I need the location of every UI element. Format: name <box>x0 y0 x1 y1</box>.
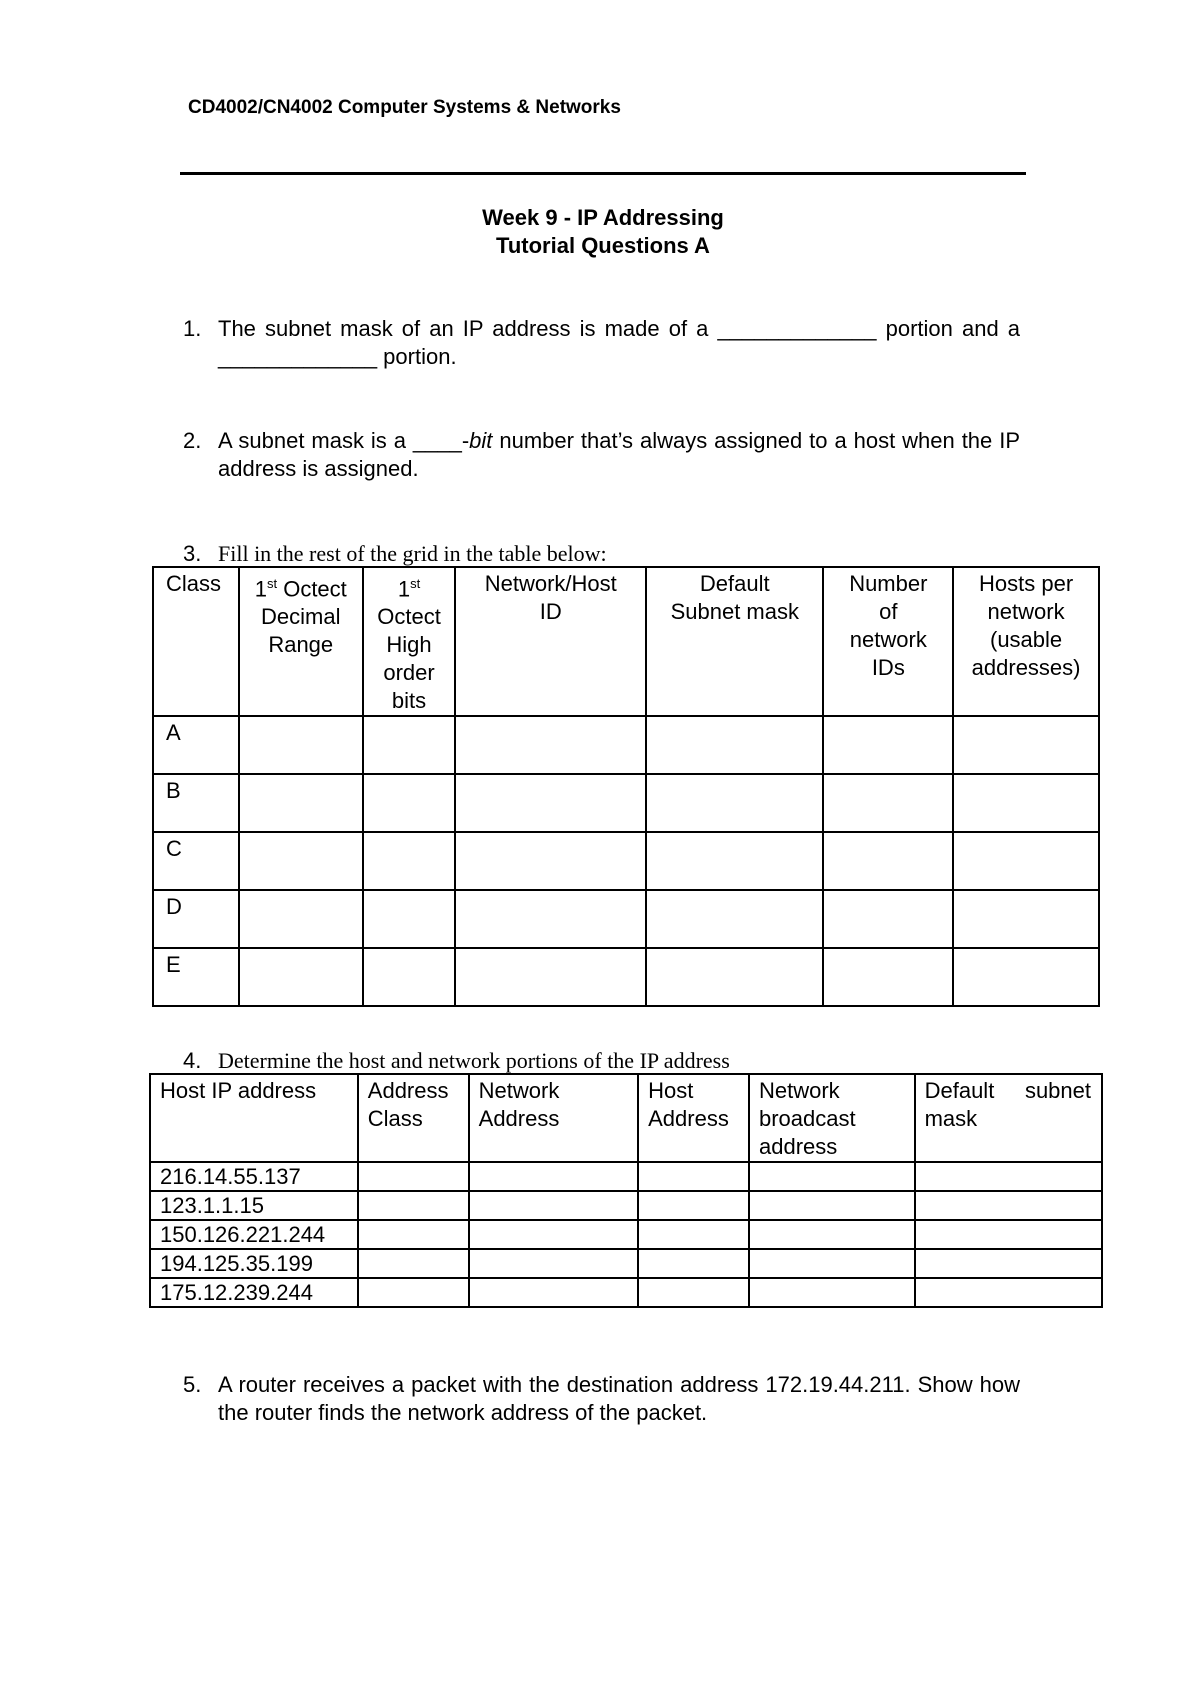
answer-cell[interactable] <box>749 1191 915 1220</box>
question-text <box>218 427 1020 483</box>
answer-cell[interactable] <box>749 1220 915 1249</box>
header-text: Network <box>758 1078 840 1103</box>
header-text: Range <box>268 632 334 658</box>
host-ip-cell: 194.125.35.199 <box>150 1249 358 1278</box>
answer-cell[interactable] <box>455 774 646 832</box>
header-text: ID <box>539 599 562 624</box>
header-text: Address <box>367 1078 449 1103</box>
question-1 <box>183 315 1023 375</box>
host-ip-cell: 150.126.221.244 <box>150 1220 358 1249</box>
answer-cell[interactable] <box>646 832 823 890</box>
header-text: addresses) <box>971 655 1081 680</box>
answer-cell[interactable] <box>638 1191 749 1220</box>
header-network-host-id <box>455 567 646 716</box>
header-text: address <box>758 1134 838 1159</box>
answer-cell[interactable] <box>646 716 823 774</box>
header-text: Hosts per <box>979 571 1074 596</box>
answer-cell[interactable] <box>823 832 953 890</box>
header-text: Network/Host <box>484 571 617 596</box>
question-number: 5. <box>183 1372 202 1397</box>
answer-cell[interactable] <box>638 1162 749 1191</box>
answer-cell[interactable] <box>823 716 953 774</box>
answer-cell[interactable] <box>953 948 1099 1006</box>
ip-address-table <box>149 1073 1103 1308</box>
answer-cell[interactable] <box>749 1249 915 1278</box>
question-3 <box>183 540 1023 568</box>
table-row <box>153 774 1099 832</box>
header-number-of-network-ids <box>823 567 953 716</box>
class-label: C <box>153 832 239 890</box>
header-text: (usable <box>990 627 1063 652</box>
table-header-row <box>153 567 1099 716</box>
question-number: 1. <box>183 316 202 341</box>
week-title: Week 9 - IP Addressing <box>482 205 724 230</box>
superscript: st <box>410 576 421 591</box>
header-text: IDs <box>871 655 905 680</box>
answer-cell[interactable] <box>638 1278 749 1307</box>
header-class: Class <box>153 567 239 716</box>
table-row <box>150 1191 1102 1220</box>
answer-cell[interactable] <box>749 1278 915 1307</box>
header-text: Network <box>478 1078 560 1103</box>
header-text: High <box>386 632 432 658</box>
question-number: 2. <box>183 428 202 453</box>
table-row <box>153 716 1099 774</box>
header-text: network <box>849 627 927 652</box>
table-row <box>153 890 1099 948</box>
answer-cell[interactable] <box>915 1220 1102 1249</box>
table-row <box>153 948 1099 1006</box>
answer-cell[interactable] <box>953 832 1099 890</box>
table-row <box>150 1249 1102 1278</box>
course-header: CD4002/CN4002 Computer Systems & Networks <box>188 97 621 118</box>
header-host-address <box>638 1074 749 1162</box>
answer-cell[interactable] <box>358 1220 469 1249</box>
table-row <box>150 1162 1102 1191</box>
answer-cell[interactable] <box>638 1220 749 1249</box>
host-ip-cell: 216.14.55.137 <box>150 1162 358 1191</box>
header-text: network <box>987 599 1065 624</box>
header-high-order-bits: 1st Octect High order bits <box>363 567 456 716</box>
answer-cell[interactable] <box>239 774 363 832</box>
question-2 <box>183 427 1023 487</box>
superscript: st <box>266 576 278 591</box>
ip-class-grid-table <box>152 566 1100 1007</box>
header-broadcast-address <box>749 1074 915 1162</box>
answer-cell[interactable] <box>823 890 953 948</box>
answer-cell[interactable] <box>953 890 1099 948</box>
host-ip-cell: 123.1.1.15 <box>150 1191 358 1220</box>
header-network-address <box>469 1074 638 1162</box>
table-row <box>153 832 1099 890</box>
header-text: Address <box>648 1106 729 1131</box>
answer-cell[interactable] <box>363 774 456 832</box>
answer-cell[interactable] <box>358 1162 469 1191</box>
header-text: Host <box>648 1078 694 1103</box>
question-number: 4. <box>183 1048 202 1073</box>
header-text: bits <box>391 688 427 714</box>
answer-cell[interactable] <box>915 1278 1102 1307</box>
header-address-class <box>358 1074 469 1162</box>
question-text: Fill in the rest of the grid in the table below: <box>218 541 607 566</box>
answer-cell[interactable] <box>363 716 456 774</box>
question-text-end: number that’s always assigned to a host when the IP address is assigned. <box>218 428 1020 481</box>
answer-cell[interactable] <box>239 948 363 1006</box>
answer-cell[interactable] <box>363 832 456 890</box>
answer-cell[interactable] <box>915 1249 1102 1278</box>
answer-cell[interactable] <box>915 1191 1102 1220</box>
answer-cell[interactable] <box>239 832 363 890</box>
class-label: A <box>153 716 239 774</box>
answer-cell[interactable] <box>638 1249 749 1278</box>
question-text: The subnet mask of an IP address is made of a _____________ portion and a _____________ portion. <box>218 316 1020 369</box>
header-text: Subnet mask <box>670 599 799 624</box>
header-text: Number <box>849 571 928 596</box>
answer-cell[interactable] <box>823 948 953 1006</box>
answer-cell[interactable] <box>358 1191 469 1220</box>
answer-cell[interactable] <box>455 890 646 948</box>
answer-cell[interactable] <box>363 890 456 948</box>
answer-cell[interactable] <box>646 890 823 948</box>
answer-cell[interactable] <box>749 1162 915 1191</box>
header-text: broadcast <box>758 1106 856 1131</box>
answer-cell[interactable] <box>363 948 456 1006</box>
answer-cell[interactable] <box>455 948 646 1006</box>
header-text: Default subnet <box>924 1078 1091 1103</box>
class-label: E <box>153 948 239 1006</box>
answer-cell[interactable] <box>646 948 823 1006</box>
question-text-start: A subnet mask is a ____- <box>218 428 470 453</box>
question-text: Determine the host and network portions of the IP address <box>218 1048 730 1073</box>
tutorial-subtitle: Tutorial Questions A <box>496 233 710 258</box>
answer-cell[interactable] <box>455 832 646 890</box>
table-header-row <box>150 1074 1102 1162</box>
header-text: Decimal <box>261 604 341 630</box>
header-text: mask <box>924 1106 978 1131</box>
header-default-subnet-mask <box>915 1074 1102 1162</box>
document-title <box>180 204 1026 260</box>
answer-cell[interactable] <box>469 1249 638 1278</box>
header-text: Address <box>478 1106 560 1131</box>
answer-cell[interactable] <box>469 1162 638 1191</box>
question-text-italic: bit <box>469 428 493 453</box>
question-text: A router receives a packet with the destination address 172.19.44.211. Show how the router finds the network address of the packet. <box>218 1372 1020 1425</box>
answer-cell[interactable] <box>455 716 646 774</box>
header-text: Class <box>367 1106 423 1131</box>
question-5 <box>183 1371 1023 1431</box>
header-text: of <box>879 599 898 624</box>
answer-cell[interactable] <box>823 774 953 832</box>
answer-cell[interactable] <box>469 1191 638 1220</box>
header-octet-range: 1st Octect Decimal Range <box>239 567 363 716</box>
answer-cell[interactable] <box>358 1278 469 1307</box>
answer-cell[interactable] <box>469 1278 638 1307</box>
header-text: Octect <box>377 604 441 630</box>
answer-cell[interactable] <box>239 890 363 948</box>
answer-cell[interactable] <box>239 716 363 774</box>
header-text: order <box>383 660 435 686</box>
header-hosts-per-network <box>953 567 1099 716</box>
answer-cell[interactable] <box>358 1249 469 1278</box>
answer-cell[interactable] <box>469 1220 638 1249</box>
header-text: Octect <box>277 576 347 602</box>
header-text: Default <box>699 571 770 596</box>
table-row <box>150 1278 1102 1307</box>
answer-cell[interactable] <box>953 716 1099 774</box>
table-row <box>150 1220 1102 1249</box>
header-default-subnet-mask <box>646 567 823 716</box>
answer-cell[interactable] <box>646 774 823 832</box>
header-host-ip: Host IP address <box>150 1074 358 1162</box>
answer-cell[interactable] <box>953 774 1099 832</box>
class-label: D <box>153 890 239 948</box>
host-ip-cell: 175.12.239.244 <box>150 1278 358 1307</box>
class-label: B <box>153 774 239 832</box>
question-number: 3. <box>183 541 202 566</box>
question-4 <box>183 1047 1023 1075</box>
header-divider <box>180 172 1026 175</box>
answer-cell[interactable] <box>915 1162 1102 1191</box>
